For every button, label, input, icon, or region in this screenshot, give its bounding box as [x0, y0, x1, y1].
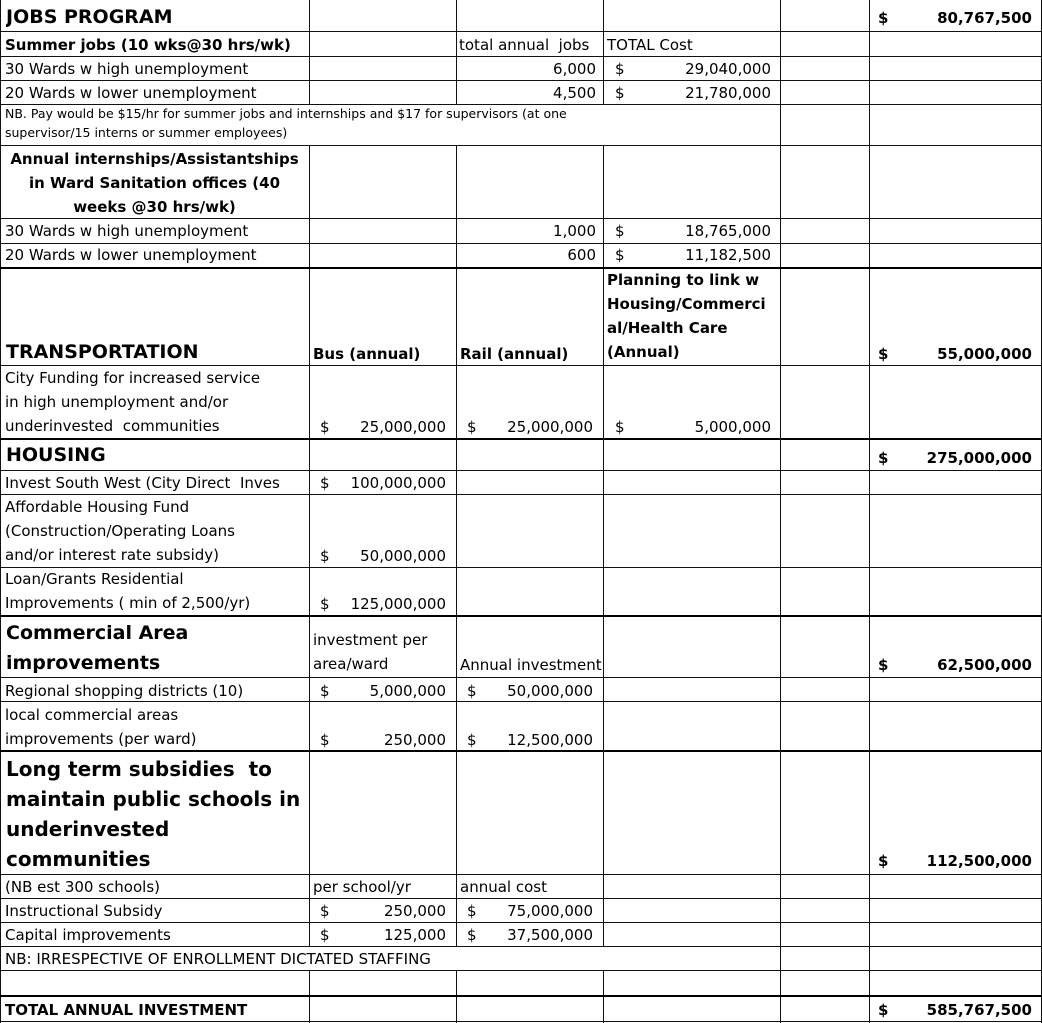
jobs-total-value: 80,767,500 [937, 9, 1032, 27]
grand-total-value: 585,767,500 [926, 1001, 1032, 1019]
dollar-sign: $ [320, 682, 330, 700]
grid-line [0, 567, 1042, 568]
schools-value: 75,000,000 [507, 902, 593, 920]
transit-row-label: in high unemployment and/or [5, 393, 229, 411]
col-header-jobs: total annual jobs [459, 36, 590, 54]
schools-total-value: 112,500,000 [926, 852, 1032, 870]
jobs-count: 6,000 [553, 60, 596, 78]
jobs-total-dollar: $ [878, 9, 889, 27]
commercial-total-value: 62,500,000 [937, 656, 1032, 674]
grid-line [0, 31, 1042, 32]
grid-line [0, 922, 1042, 923]
housing-row-label: (Construction/Operating Loans [5, 522, 235, 540]
dollar-sign: $ [320, 547, 330, 565]
grand-total-label: TOTAL ANNUAL INVESTMENT [5, 1001, 248, 1019]
housing-value: 50,000,000 [360, 547, 446, 565]
planning-header: al/Health Care [607, 319, 728, 337]
dollar-sign: $ [467, 731, 477, 749]
grid-line [0, 494, 1042, 495]
grid-line [0, 80, 1042, 81]
rail-value: 25,000,000 [507, 418, 593, 436]
housing-row-label: and/or interest rate subsidy) [5, 546, 220, 564]
housing-title: HOUSING [6, 444, 106, 466]
cost-value: 21,780,000 [685, 84, 771, 102]
planning-header: Housing/Commerci [607, 295, 766, 313]
commercial-value: 50,000,000 [507, 682, 593, 700]
grid-line [0, 56, 1042, 57]
grid-line [0, 470, 1042, 471]
cost-value: 29,040,000 [685, 60, 771, 78]
grid-line [780, 0, 781, 1023]
summer-jobs-label: Summer jobs (10 wks@30 hrs/wk) [5, 36, 291, 54]
grid-line [0, 970, 1042, 971]
commercial-row-label: Regional shopping districts (10) [5, 682, 244, 700]
transit-row-label: City Funding for increased service [5, 369, 261, 387]
schools-value: 125,000 [383, 926, 446, 944]
rail-header: Rail (annual) [460, 345, 569, 363]
section-divider [0, 750, 1042, 752]
planning-header: Planning to link w [607, 271, 760, 289]
cost-value: 11,182,500 [685, 246, 771, 264]
dollar-sign: $ [320, 902, 330, 920]
commercial-value: 5,000,000 [369, 682, 446, 700]
grid-line [603, 0, 604, 1023]
dollar-sign: $ [467, 682, 477, 700]
transportation-title: TRANSPORTATION [6, 341, 199, 363]
grid-line [0, 1021, 1042, 1022]
transportation-total-dollar: $ [878, 345, 889, 363]
section-divider [0, 267, 1042, 269]
transportation-total-value: 55,000,000 [937, 345, 1032, 363]
row-label: 30 Wards w high unemployment [5, 60, 249, 78]
commercial-total-dollar: $ [878, 656, 889, 674]
dollar-sign: $ [615, 222, 625, 240]
dollar-sign: $ [320, 418, 330, 436]
commercial-row-label: improvements (per ward) [5, 730, 197, 748]
housing-value: 100,000,000 [350, 474, 446, 492]
housing-row-label: Affordable Housing Fund [5, 498, 190, 516]
jobs-title: JOBS PROGRAM [6, 6, 173, 28]
schools-row-label: Instructional Subsidy [5, 902, 163, 920]
dollar-sign: $ [467, 902, 477, 920]
housing-row-label: Loan/Grants Residential [5, 570, 184, 588]
investment-per-header: investment per [313, 631, 428, 649]
dollar-sign: $ [320, 595, 330, 613]
commercial-row-label: local commercial areas [5, 706, 179, 724]
grid-line [0, 701, 1042, 702]
planning-value: 5,000,000 [694, 418, 771, 436]
schools-row-label: Capital improvements [5, 926, 171, 944]
grand-total-dollar: $ [878, 1001, 889, 1019]
annual-investment-header: Annual investment [460, 656, 602, 674]
commercial-title: Commercial Area [6, 622, 189, 644]
schools-title: underinvested [6, 817, 170, 841]
section-divider [0, 438, 1042, 440]
bus-header: Bus (annual) [313, 345, 421, 363]
housing-value: 125,000,000 [350, 595, 446, 613]
annual-cost-header: annual cost [460, 878, 547, 896]
dollar-sign: $ [615, 84, 625, 102]
jobs-count: 600 [567, 246, 596, 264]
transit-row-label: underinvested communities [5, 417, 220, 435]
investment-per-header: area/ward [313, 655, 389, 673]
row-label: 20 Wards w lower unemployment [5, 246, 257, 264]
cost-value: 18,765,000 [685, 222, 771, 240]
schools-title: Long term subsidies to [6, 757, 272, 781]
dollar-sign: $ [615, 418, 625, 436]
row-label: 20 Wards w lower unemployment [5, 84, 257, 102]
col-header-cost: TOTAL Cost [607, 36, 693, 54]
grid-line [869, 0, 870, 1023]
schools-note: (NB est 300 schools) [5, 878, 160, 896]
housing-row-label: Invest South West (City Direct Inves [5, 474, 280, 492]
schools-value: 250,000 [383, 902, 446, 920]
grid-line [0, 677, 1042, 678]
housing-total-value: 275,000,000 [926, 449, 1032, 467]
dollar-sign: $ [615, 60, 625, 78]
section-divider [0, 615, 1042, 617]
commercial-title: improvements [6, 652, 161, 674]
bus-value: 25,000,000 [360, 418, 446, 436]
housing-row-label: Improvements ( min of 2,500/yr) [5, 594, 251, 612]
staffing-footnote: NB: IRRESPECTIVE OF ENROLLMENT DICTATED STAFFING [5, 950, 431, 968]
dollar-sign: $ [467, 926, 477, 944]
jobs-count: 4,500 [553, 84, 596, 102]
intern-title: in Ward Sanitation offices (40 [28, 174, 281, 192]
grid-line [0, 898, 1042, 899]
schools-total-dollar: $ [878, 852, 889, 870]
commercial-value: 12,500,000 [507, 731, 593, 749]
grid-line [456, 0, 457, 1023]
schools-title: maintain public schools in [6, 787, 301, 811]
intern-title: Annual internships/Assistantships [10, 150, 299, 168]
pay-note: supervisor/15 interns or summer employees) [5, 125, 288, 140]
housing-total-dollar: $ [878, 449, 889, 467]
dollar-sign: $ [320, 474, 330, 492]
jobs-count: 1,000 [553, 222, 596, 240]
grid-line [0, 218, 1042, 219]
commercial-value: 250,000 [383, 731, 446, 749]
schools-value: 37,500,000 [507, 926, 593, 944]
schools-title: communities [6, 847, 151, 871]
dollar-sign: $ [320, 731, 330, 749]
grid-line [0, 243, 1042, 244]
section-divider [0, 995, 1042, 997]
row-label: 30 Wards w high unemployment [5, 222, 249, 240]
grid-line [0, 365, 1042, 366]
intern-title: weeks @30 hrs/wk) [73, 198, 236, 216]
grid-line [309, 0, 310, 1023]
dollar-sign: $ [615, 246, 625, 264]
planning-header: (Annual) [607, 343, 680, 361]
dollar-sign: $ [467, 418, 477, 436]
grid-line [0, 874, 1042, 875]
pay-note: NB. Pay would be $15/hr for summer jobs and internships and $17 for supervisors (at one [5, 106, 567, 121]
dollar-sign: $ [320, 926, 330, 944]
per-school-header: per school/yr [313, 878, 411, 896]
